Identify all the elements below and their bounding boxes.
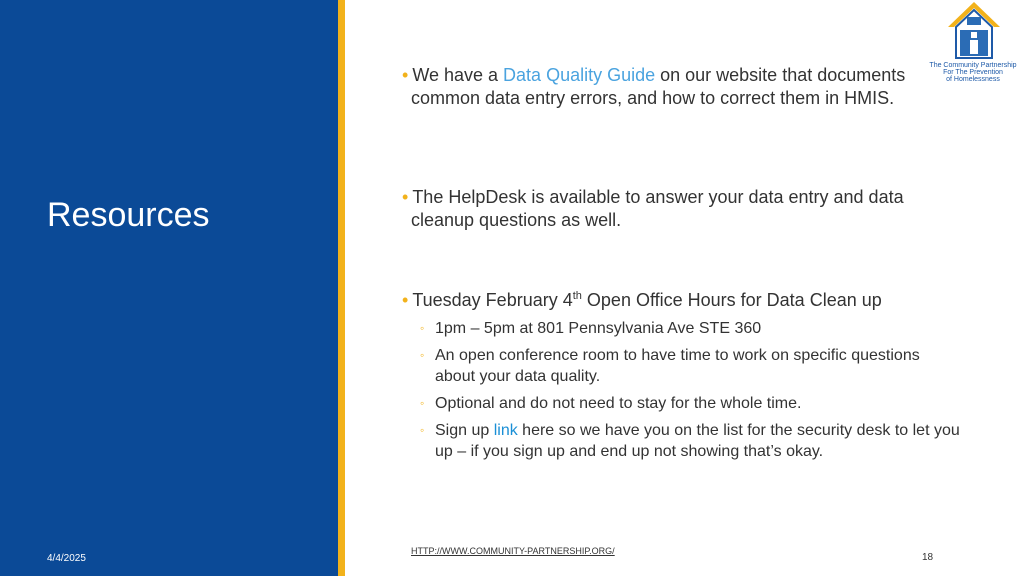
bullet-2-text: The HelpDesk is available to answer your data entry and data cleanup questions as well. <box>411 187 904 230</box>
bullet-3-sup: th <box>572 290 582 302</box>
page-number: 18 <box>922 552 934 563</box>
sub-item-text: An open conference room to have time to work on specific questions about your data quality. <box>435 347 920 385</box>
bullet-dot-icon: • <box>402 65 409 85</box>
left-title-panel <box>0 0 338 576</box>
sub-bullet-icon: ◦ <box>420 396 425 410</box>
bullet-3-pre: Tuesday February 4 <box>412 290 573 310</box>
data-quality-guide-link[interactable]: Data Quality Guide <box>503 65 656 85</box>
list-item <box>402 393 962 414</box>
sub-item-text: 1pm – 5pm at 801 Pennsylvania Ave STE 360 <box>435 320 762 337</box>
slide-date: 4/4/2025 <box>47 553 86 564</box>
sub-bullet-icon: ◦ <box>420 321 425 335</box>
footer-website-link[interactable]: HTTP://WWW.COMMUNITY-PARTNERSHIP.ORG/ <box>411 546 615 556</box>
logo-line-1: The Community Partnership <box>929 62 1017 69</box>
list-item <box>402 318 962 339</box>
sub-item-pre: Sign up <box>435 422 494 439</box>
bullet-helpdesk <box>402 186 962 232</box>
bullet-dot-icon: • <box>402 290 409 310</box>
sub-bullet-icon: ◦ <box>420 348 425 362</box>
bullet-3-post: Open Office Hours for Data Clean up <box>581 290 882 310</box>
bullet-data-quality-guide <box>402 64 962 110</box>
list-item <box>402 345 962 387</box>
slide-title: Resources <box>47 196 210 234</box>
list-item <box>402 420 962 462</box>
office-hours-sub-list <box>402 318 962 462</box>
bullet-1-pre: We have a <box>412 65 504 85</box>
sub-item-text: Optional and do not need to stay for the whole time. <box>435 395 802 412</box>
bullet-1-post: on our website that documents common data entry errors, and how to correct them in HMIS. <box>411 65 906 108</box>
logo-line-3: of Homelessness <box>946 76 1000 83</box>
signup-link[interactable]: link <box>493 422 518 439</box>
bullet-office-hours <box>402 285 962 468</box>
logo-line-2: For The Prevention <box>943 69 1003 76</box>
gold-divider-stripe <box>338 0 345 576</box>
bullet-dot-icon: • <box>402 187 409 207</box>
sub-item-post: here so we have you on the list for the security desk to let you up – if you sign up and end up not showing that’s okay. <box>435 422 960 460</box>
sub-bullet-icon: ◦ <box>420 423 425 437</box>
